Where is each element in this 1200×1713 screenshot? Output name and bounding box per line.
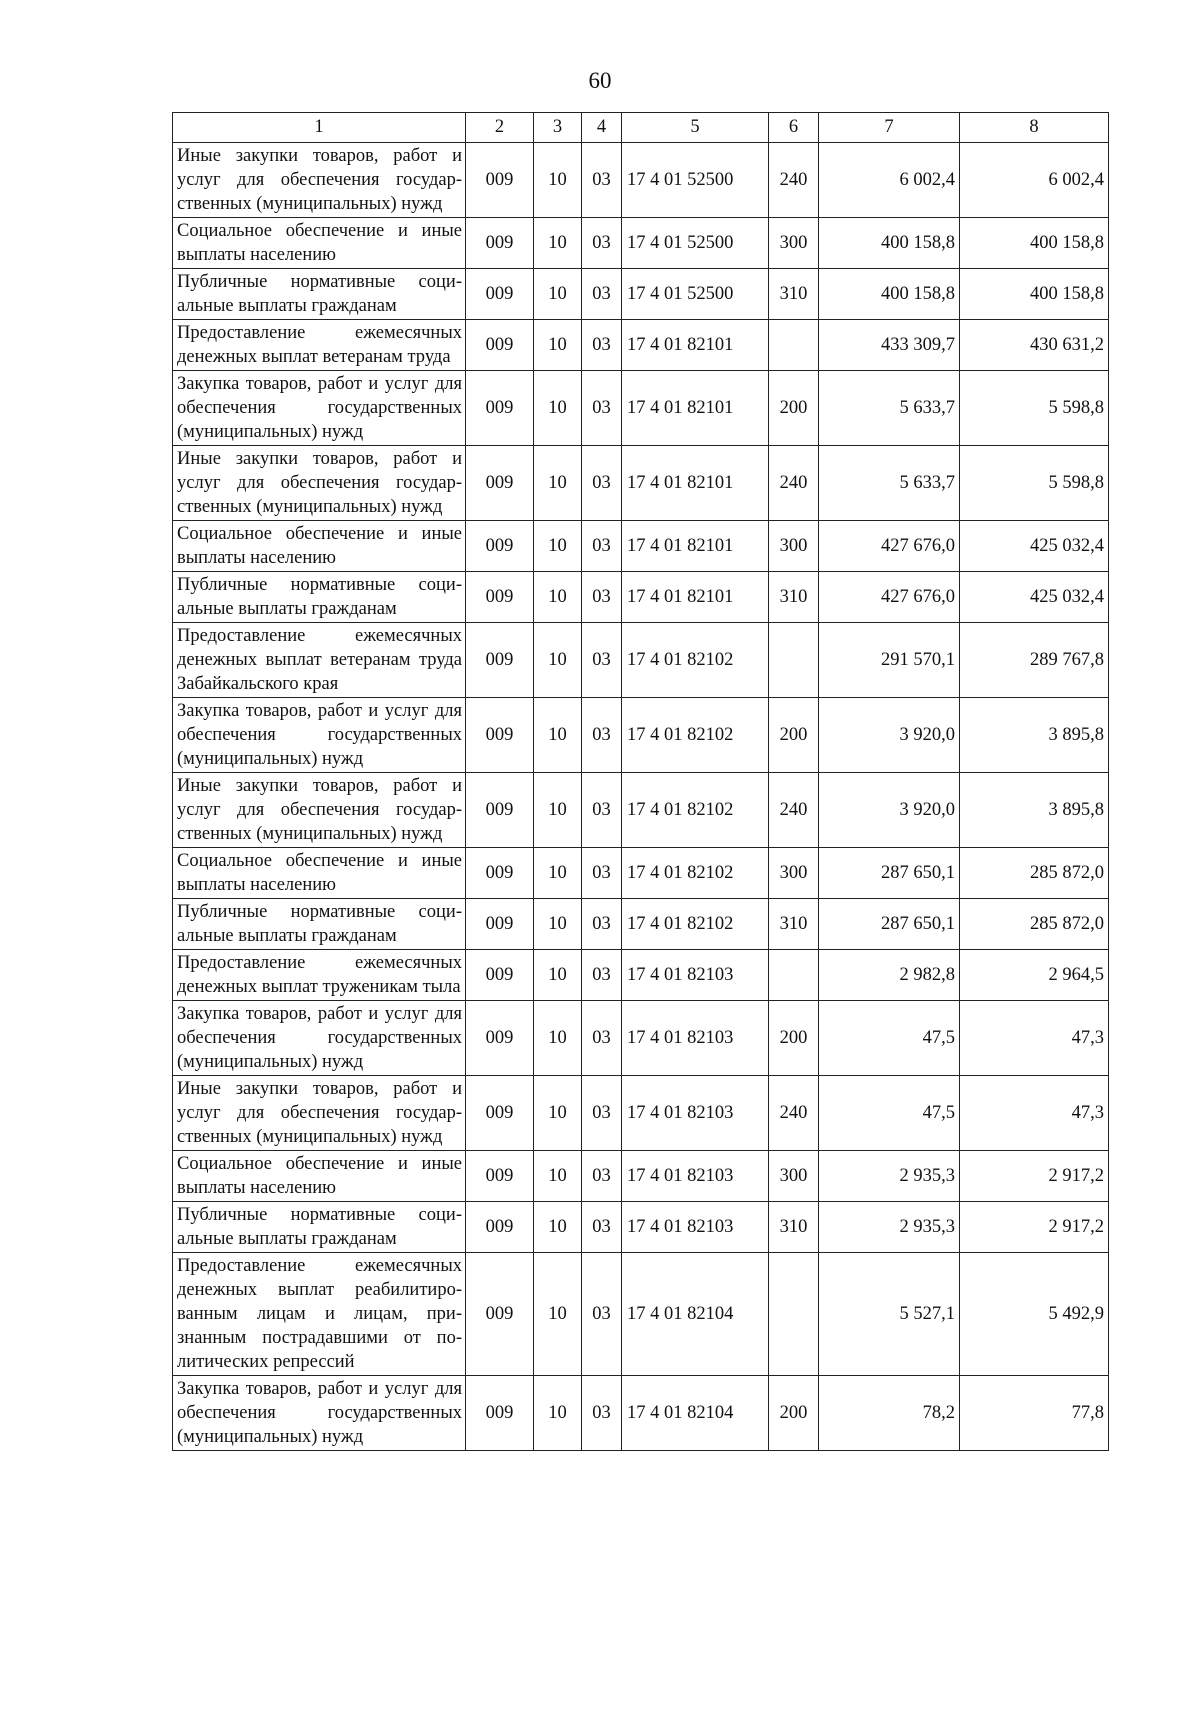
cell-col2: 009 bbox=[466, 320, 534, 371]
cell-col4: 03 bbox=[582, 143, 622, 218]
row-description: Публичные нормативные социальные выплаты гражданам bbox=[173, 572, 466, 623]
cell-col6: 310 bbox=[769, 572, 819, 623]
table-row bbox=[173, 320, 1109, 371]
cell-col2: 009 bbox=[466, 269, 534, 320]
table-row bbox=[173, 521, 1109, 572]
table-row bbox=[173, 143, 1109, 218]
cell-col5-code: 17 4 01 82102 bbox=[622, 899, 769, 950]
cell-col7-amount: 433 309,7 bbox=[819, 320, 960, 371]
row-description: Социальное обеспечение и иные выплаты населению bbox=[173, 1151, 466, 1202]
table-row bbox=[173, 1076, 1109, 1151]
cell-col4: 03 bbox=[582, 848, 622, 899]
cell-col8-amount: 2 917,2 bbox=[960, 1151, 1109, 1202]
page-number: 60 bbox=[588, 68, 612, 93]
cell-col5-code: 17 4 01 52500 bbox=[622, 218, 769, 269]
cell-col5-code: 17 4 01 82104 bbox=[622, 1253, 769, 1376]
cell-col5-code: 17 4 01 52500 bbox=[622, 143, 769, 218]
cell-col4: 03 bbox=[582, 1202, 622, 1253]
cell-col3: 10 bbox=[534, 698, 582, 773]
cell-col2: 009 bbox=[466, 773, 534, 848]
cell-col5-code: 17 4 01 82104 bbox=[622, 1376, 769, 1451]
cell-col2: 009 bbox=[466, 572, 534, 623]
table-row bbox=[173, 371, 1109, 446]
cell-col5-code: 17 4 01 82103 bbox=[622, 1001, 769, 1076]
cell-col8-amount: 47,3 bbox=[960, 1076, 1109, 1151]
cell-col4: 03 bbox=[582, 269, 622, 320]
cell-col7-amount: 400 158,8 bbox=[819, 269, 960, 320]
cell-col5-code: 17 4 01 82103 bbox=[622, 1202, 769, 1253]
row-description: Социальное обеспечение и иные выплаты населению bbox=[173, 521, 466, 572]
table-row bbox=[173, 1151, 1109, 1202]
cell-col2: 009 bbox=[466, 698, 534, 773]
cell-col2: 009 bbox=[466, 1151, 534, 1202]
cell-col2: 009 bbox=[466, 848, 534, 899]
cell-col8-amount: 430 631,2 bbox=[960, 320, 1109, 371]
cell-col2: 009 bbox=[466, 371, 534, 446]
cell-col4: 03 bbox=[582, 218, 622, 269]
cell-col8-amount: 285 872,0 bbox=[960, 848, 1109, 899]
cell-col6: 300 bbox=[769, 218, 819, 269]
cell-col5-code: 17 4 01 52500 bbox=[622, 269, 769, 320]
row-description: Предоставление ежемесячных денежных выплат ветеранам труда bbox=[173, 320, 466, 371]
cell-col3: 10 bbox=[534, 848, 582, 899]
cell-col5-code: 17 4 01 82102 bbox=[622, 848, 769, 899]
cell-col3: 10 bbox=[534, 218, 582, 269]
header-cell-7: 7 bbox=[819, 113, 960, 143]
row-description: Социальное обеспечение и иные выплаты населению bbox=[173, 218, 466, 269]
row-description: Закупка товаров, работ и услуг для обеспечения государственных (муниципальных) нужд bbox=[173, 698, 466, 773]
cell-col8-amount: 5 598,8 bbox=[960, 371, 1109, 446]
cell-col4: 03 bbox=[582, 950, 622, 1001]
cell-col6: 200 bbox=[769, 1376, 819, 1451]
table-row bbox=[173, 1376, 1109, 1451]
cell-col8-amount: 285 872,0 bbox=[960, 899, 1109, 950]
table-row bbox=[173, 623, 1109, 698]
cell-col8-amount: 425 032,4 bbox=[960, 572, 1109, 623]
row-description: Иные закупки товаров, работ и услуг для обеспечения государственных (муниципальных) нужд bbox=[173, 143, 466, 218]
cell-col3: 10 bbox=[534, 143, 582, 218]
cell-col8-amount: 6 002,4 bbox=[960, 143, 1109, 218]
cell-col6: 200 bbox=[769, 698, 819, 773]
cell-col6: 240 bbox=[769, 446, 819, 521]
table-row bbox=[173, 848, 1109, 899]
cell-col3: 10 bbox=[534, 1253, 582, 1376]
cell-col6: 310 bbox=[769, 899, 819, 950]
cell-col8-amount: 3 895,8 bbox=[960, 698, 1109, 773]
cell-col5-code: 17 4 01 82102 bbox=[622, 698, 769, 773]
cell-col6 bbox=[769, 950, 819, 1001]
table-row bbox=[173, 950, 1109, 1001]
cell-col6 bbox=[769, 1253, 819, 1376]
table-row bbox=[173, 773, 1109, 848]
cell-col5-code: 17 4 01 82101 bbox=[622, 521, 769, 572]
cell-col6 bbox=[769, 623, 819, 698]
cell-col3: 10 bbox=[534, 521, 582, 572]
cell-col7-amount: 400 158,8 bbox=[819, 218, 960, 269]
table-row bbox=[173, 1253, 1109, 1376]
cell-col3: 10 bbox=[534, 1001, 582, 1076]
cell-col3: 10 bbox=[534, 320, 582, 371]
cell-col4: 03 bbox=[582, 623, 622, 698]
cell-col3: 10 bbox=[534, 1202, 582, 1253]
row-description: Предоставление ежемесячных денежных выплат труженикам тыла bbox=[173, 950, 466, 1001]
cell-col3: 10 bbox=[534, 1076, 582, 1151]
cell-col8-amount: 5 598,8 bbox=[960, 446, 1109, 521]
cell-col8-amount: 2 964,5 bbox=[960, 950, 1109, 1001]
cell-col2: 009 bbox=[466, 950, 534, 1001]
cell-col7-amount: 2 935,3 bbox=[819, 1202, 960, 1253]
cell-col8-amount: 77,8 bbox=[960, 1376, 1109, 1451]
row-description: Иные закупки товаров, работ и услуг для обеспечения государственных (муниципальных) нужд bbox=[173, 446, 466, 521]
cell-col5-code: 17 4 01 82103 bbox=[622, 1151, 769, 1202]
cell-col5-code: 17 4 01 82101 bbox=[622, 320, 769, 371]
cell-col4: 03 bbox=[582, 446, 622, 521]
budget-table-wrapper bbox=[172, 112, 1108, 1451]
cell-col2: 009 bbox=[466, 1253, 534, 1376]
header-cell-3: 3 bbox=[534, 113, 582, 143]
cell-col7-amount: 3 920,0 bbox=[819, 698, 960, 773]
cell-col7-amount: 287 650,1 bbox=[819, 899, 960, 950]
cell-col5-code: 17 4 01 82103 bbox=[622, 1076, 769, 1151]
cell-col5-code: 17 4 01 82103 bbox=[622, 950, 769, 1001]
header-cell-5: 5 bbox=[622, 113, 769, 143]
cell-col7-amount: 47,5 bbox=[819, 1001, 960, 1076]
cell-col5-code: 17 4 01 82102 bbox=[622, 773, 769, 848]
cell-col8-amount: 47,3 bbox=[960, 1001, 1109, 1076]
cell-col3: 10 bbox=[534, 1151, 582, 1202]
header-cell-8: 8 bbox=[960, 113, 1109, 143]
cell-col3: 10 bbox=[534, 773, 582, 848]
cell-col4: 03 bbox=[582, 1076, 622, 1151]
cell-col4: 03 bbox=[582, 521, 622, 572]
cell-col8-amount: 400 158,8 bbox=[960, 218, 1109, 269]
cell-col6: 300 bbox=[769, 521, 819, 572]
cell-col6: 240 bbox=[769, 773, 819, 848]
cell-col5-code: 17 4 01 82102 bbox=[622, 623, 769, 698]
cell-col7-amount: 2 935,3 bbox=[819, 1151, 960, 1202]
cell-col4: 03 bbox=[582, 371, 622, 446]
budget-table bbox=[172, 112, 1109, 1451]
cell-col3: 10 bbox=[534, 1376, 582, 1451]
table-row bbox=[173, 269, 1109, 320]
cell-col2: 009 bbox=[466, 1376, 534, 1451]
cell-col7-amount: 287 650,1 bbox=[819, 848, 960, 899]
header-row bbox=[173, 113, 1109, 143]
cell-col6: 240 bbox=[769, 143, 819, 218]
cell-col4: 03 bbox=[582, 1376, 622, 1451]
row-description: Закупка товаров, работ и услуг для обеспечения государственных (муниципальных) нужд bbox=[173, 1376, 466, 1451]
cell-col5-code: 17 4 01 82101 bbox=[622, 371, 769, 446]
cell-col6 bbox=[769, 320, 819, 371]
table-row bbox=[173, 446, 1109, 521]
row-description: Предоставление ежемесячных денежных выплат ветеранам труда Забайкальского края bbox=[173, 623, 466, 698]
table-row bbox=[173, 1001, 1109, 1076]
table-body bbox=[173, 143, 1109, 1451]
cell-col3: 10 bbox=[534, 950, 582, 1001]
row-description: Социальное обеспечение и иные выплаты населению bbox=[173, 848, 466, 899]
cell-col2: 009 bbox=[466, 1001, 534, 1076]
cell-col6: 200 bbox=[769, 371, 819, 446]
table-row bbox=[173, 698, 1109, 773]
cell-col8-amount: 3 895,8 bbox=[960, 773, 1109, 848]
row-description: Закупка товаров, работ и услуг для обеспечения государственных (муниципальных) нужд bbox=[173, 371, 466, 446]
cell-col7-amount: 6 002,4 bbox=[819, 143, 960, 218]
cell-col7-amount: 5 633,7 bbox=[819, 446, 960, 521]
table-row bbox=[173, 1202, 1109, 1253]
cell-col8-amount: 5 492,9 bbox=[960, 1253, 1109, 1376]
cell-col4: 03 bbox=[582, 899, 622, 950]
cell-col2: 009 bbox=[466, 1202, 534, 1253]
cell-col8-amount: 289 767,8 bbox=[960, 623, 1109, 698]
cell-col2: 009 bbox=[466, 623, 534, 698]
cell-col7-amount: 291 570,1 bbox=[819, 623, 960, 698]
cell-col2: 009 bbox=[466, 446, 534, 521]
row-description: Публичные нормативные социальные выплаты гражданам bbox=[173, 1202, 466, 1253]
cell-col2: 009 bbox=[466, 143, 534, 218]
cell-col8-amount: 425 032,4 bbox=[960, 521, 1109, 572]
cell-col4: 03 bbox=[582, 1151, 622, 1202]
cell-col7-amount: 427 676,0 bbox=[819, 572, 960, 623]
cell-col2: 009 bbox=[466, 899, 534, 950]
cell-col7-amount: 78,2 bbox=[819, 1376, 960, 1451]
row-description: Иные закупки товаров, работ и услуг для обеспечения государственных (муниципальных) нужд bbox=[173, 773, 466, 848]
row-description: Предоставление ежемесячных денежных выплат реабилитированным лицам и лицам, признанным пострадавшими от политических репрессий bbox=[173, 1253, 466, 1376]
cell-col2: 009 bbox=[466, 521, 534, 572]
cell-col7-amount: 2 982,8 bbox=[819, 950, 960, 1001]
cell-col4: 03 bbox=[582, 572, 622, 623]
cell-col3: 10 bbox=[534, 269, 582, 320]
header-cell-4: 4 bbox=[582, 113, 622, 143]
cell-col7-amount: 427 676,0 bbox=[819, 521, 960, 572]
cell-col6: 300 bbox=[769, 1151, 819, 1202]
table-row bbox=[173, 899, 1109, 950]
header-cell-1: 1 bbox=[173, 113, 466, 143]
cell-col5-code: 17 4 01 82101 bbox=[622, 446, 769, 521]
row-description: Публичные нормативные социальные выплаты гражданам bbox=[173, 269, 466, 320]
header-cell-2: 2 bbox=[466, 113, 534, 143]
cell-col7-amount: 47,5 bbox=[819, 1076, 960, 1151]
cell-col2: 009 bbox=[466, 1076, 534, 1151]
cell-col5-code: 17 4 01 82101 bbox=[622, 572, 769, 623]
cell-col7-amount: 3 920,0 bbox=[819, 773, 960, 848]
cell-col6: 200 bbox=[769, 1001, 819, 1076]
cell-col4: 03 bbox=[582, 773, 622, 848]
cell-col8-amount: 2 917,2 bbox=[960, 1202, 1109, 1253]
table-row bbox=[173, 572, 1109, 623]
cell-col6: 310 bbox=[769, 1202, 819, 1253]
row-description: Иные закупки товаров, работ и услуг для обеспечения государственных (муниципальных) нужд bbox=[173, 1076, 466, 1151]
cell-col7-amount: 5 633,7 bbox=[819, 371, 960, 446]
cell-col7-amount: 5 527,1 bbox=[819, 1253, 960, 1376]
cell-col2: 009 bbox=[466, 218, 534, 269]
cell-col4: 03 bbox=[582, 1001, 622, 1076]
cell-col3: 10 bbox=[534, 899, 582, 950]
cell-col3: 10 bbox=[534, 572, 582, 623]
cell-col4: 03 bbox=[582, 1253, 622, 1376]
cell-col4: 03 bbox=[582, 320, 622, 371]
cell-col3: 10 bbox=[534, 446, 582, 521]
cell-col8-amount: 400 158,8 bbox=[960, 269, 1109, 320]
cell-col6: 300 bbox=[769, 848, 819, 899]
header-cell-6: 6 bbox=[769, 113, 819, 143]
row-description: Публичные нормативные социальные выплаты гражданам bbox=[173, 899, 466, 950]
cell-col4: 03 bbox=[582, 698, 622, 773]
cell-col3: 10 bbox=[534, 371, 582, 446]
cell-col3: 10 bbox=[534, 623, 582, 698]
table-row bbox=[173, 218, 1109, 269]
row-description: Закупка товаров, работ и услуг для обеспечения государственных (муниципальных) нужд bbox=[173, 1001, 466, 1076]
cell-col6: 310 bbox=[769, 269, 819, 320]
cell-col6: 240 bbox=[769, 1076, 819, 1151]
